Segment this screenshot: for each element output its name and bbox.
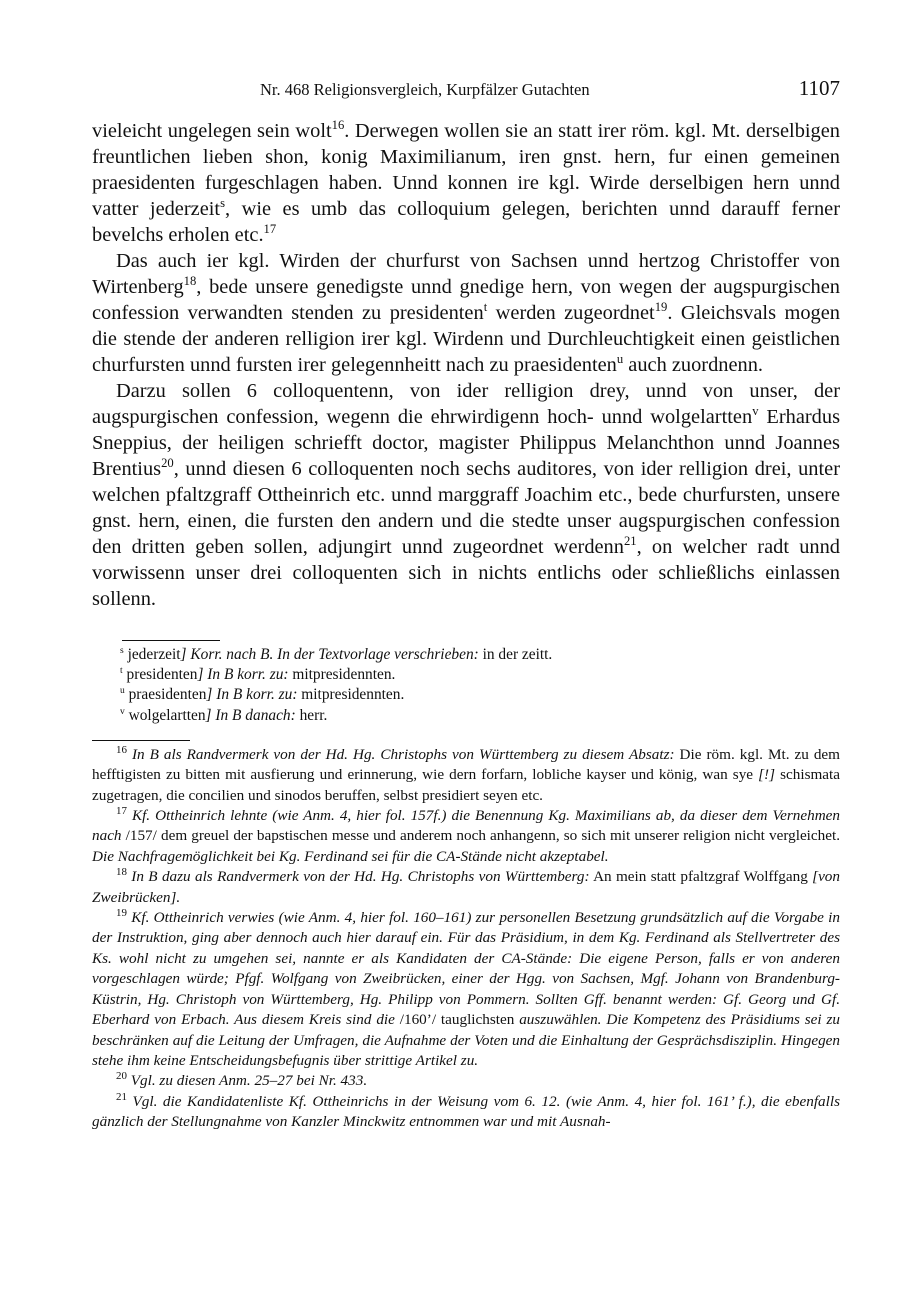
note-marker: v [120, 705, 125, 717]
text-run: presidenten [122, 666, 198, 684]
text-run: Die röm. kgl. Mt. zu dem hefftigisten zu bitten mit ausfierung und erinnerung, wie dern forfarn, lobliche kayser und könig, wan sye [92, 745, 840, 784]
note-marker: 20 [116, 1070, 127, 1083]
italic-text: In B als Randvermerk von der Hd. Hg. Christophs von Württemberg zu diesem Absatz: [126, 745, 675, 763]
text-run: , on welcher radt unnd vorwissenn unser drei colloquenten sich in nichts entlichs oder schließlichs einlassen sollenn. [92, 536, 840, 610]
note-marker: u [120, 685, 125, 697]
text-run: vieleicht ungelegen sein wolt [92, 120, 332, 142]
footnote [92, 745, 840, 806]
italic-text: [von Zweibrücken]. [92, 868, 840, 906]
paragraph [92, 248, 840, 378]
text-run: mitpresidennten. [288, 666, 396, 684]
footnote [92, 1071, 840, 1091]
text-run: Darzu sollen 6 colloquentenn, von ider relligion drey, unnd von unser, der augspurgischen confession, wegenn die ehrwirdigenn hoch- unnd wolgelartten [92, 380, 840, 428]
italic-text: Die Nachfragemöglichkeit bei Kg. Ferdinand sei für die CA-Stände nicht akzeptabel. [92, 847, 609, 865]
text-run: mitpresidennten. [297, 686, 405, 704]
italic-text: ] Korr. nach B. In der Textvorlage verschrieben: [180, 646, 479, 663]
footnote [92, 806, 840, 867]
note-marker: 16 [331, 118, 345, 133]
footnote [92, 867, 840, 908]
note-marker: 18 [116, 866, 127, 879]
text-run: auch zuordnenn. [623, 354, 764, 376]
text-run: , unnd diesen 6 colloquenten noch sechs auditores, von ider relligion drei, unter welchen pfaltzgraff Ottheinrich etc. unnd marggraff Joachim etc., bede churfursten, unsere gnst. hern, einen, die fursten den andern und die stedte unser augspurgischen confession den dritten geben sollen, adjungirt unnd zugeordnet werdenn [92, 458, 840, 558]
running-header [92, 76, 840, 102]
critical-apparatus [92, 645, 840, 726]
italic-text: ] In B korr. zu: [206, 686, 298, 704]
text-run: , wie es umb das colloquium gelegen, berichten unnd darauff ferner bevelchs erholen etc. [92, 198, 840, 246]
running-head-title: Nr. 468 Religionsvergleich, Kurpfälzer Gutachten [260, 80, 590, 99]
footnotes [92, 745, 840, 1133]
italic-text: ] In B danach: [205, 706, 296, 724]
note-marker: 20 [161, 456, 174, 471]
text-run: jederzeit [123, 646, 181, 663]
note-marker: 19 [116, 907, 127, 919]
text-run: An mein statt pfaltzgraf Wolffgang [589, 868, 813, 886]
text-run: herr. [295, 706, 328, 724]
text-run: . Derwegen wollen sie an statt irer röm. kgl. Mt. derselbigen freuntlichen lieben shon, konig Maximilianum, iren gnst. hern, fur einen gemeinen praesidenten furgeschlagen haben. Unnd konnen ire kgl. Wirde derselbigen hern unnd vatter jederzeit [92, 120, 840, 220]
apparatus-entry [92, 706, 840, 726]
text-run: . Gleichsvals mogen die stende der anderen relligion irer kgl. Wirdenn und Durchleuchtigkeit einen geistlichen churfursten unnd fursten irer gelegennheitt nach zu praesidenten [92, 302, 840, 376]
italic-text: Kf. Ottheinrich lehnte (wie Anm. 4, hier fol. 157f.) die Benennung Kg. Maximilians ab, da dieser dem Vernehmen nach [92, 807, 840, 845]
note-marker: u [616, 352, 624, 367]
italic-text: Kf. Ottheinrich verwies (wie Anm. 4, hier fol. 160–161) zur personellen Besetzung grundsätzlich auf die Vorgabe in der Instruktion, ging aber dennoch auch hier darauf ein. Für das Präsidium, in dem Kg. Ferdinand als Stellvertreter des Ks. wohl nicht zu umgehen sei, nannte er als Kandidaten der CA-Stände: Die eigene Person, falls er von anderen vorgeschlagen würde; Pfgf. Wolfgang von Zweibrücken, einer der Hgg. von Sachsen, Mgf. Johann von Brandenburg-Küstrin, Hg. Christoph von Württemberg, Hg. Philipp von Pommern. Sollten Gff. benannt werden: Gf. Georg und Gf. Eberhard von Erbach. Aus diesem Kreis sind die [92, 909, 840, 1029]
note-marker: 17 [263, 222, 277, 237]
text-run: wolgelartten [124, 706, 206, 724]
note-marker: s [120, 644, 124, 656]
italic-text: [!] [758, 766, 776, 784]
main-text [92, 118, 840, 612]
apparatus-entry [92, 645, 840, 665]
page-number: 1107 [798, 76, 840, 100]
text-run: Das auch ier kgl. Wirden der churfurst von Sachsen unnd hertzog Christoffer von Wirtenberg [92, 250, 840, 298]
text-run: schismata zugetragen, die concilien und sinodos beruffen, selbst presidiert seyen etc. [92, 766, 840, 804]
italic-text: In B dazu als Randvermerk von der Hd. Hg. Christophs von Württemberg: [126, 868, 590, 886]
italic-text: auszuwählen. Die Kompetenz des Präsidiums sei zu beschränken auf die Leitung der Umfragen, die Aufnahme der Voten und die Einhaltung der Gesprächsdisziplin. Hingegen stehe ihm keine Entscheidungsbefugnis über strittige Artikel zu. [92, 1011, 840, 1069]
note-marker: t [120, 665, 123, 677]
apparatus-entry [92, 665, 840, 685]
italic-text: Vgl. die Kandidatenliste Kf. Ottheinrichs in der Weisung vom 6. 12. (wie Anm. 4, hier fol. 161’ f.), die ebenfalls gänzlich der Stellungnahme von Kanzler Minckwitz entnommen war und mit Ausnah- [92, 1092, 840, 1131]
italic-text: ] In B korr. zu: [197, 666, 289, 684]
note-marker: t [483, 300, 488, 315]
text-run: in der zeitt. [478, 646, 553, 663]
italic-text: Vgl. zu diesen Anm. 25–27 bei Nr. 433. [126, 1072, 368, 1090]
text-run: /157/ dem greuel der bapstischen messe und anderem noch anhangenn, so sich mit unserer religion nicht vergleichet. [121, 827, 840, 845]
footnote [92, 908, 840, 1071]
apparatus-entry [92, 685, 840, 705]
note-marker: v [752, 404, 759, 419]
text-run: /160’/ tauglichsten [394, 1011, 520, 1029]
footnote [92, 1092, 840, 1133]
note-marker: 17 [116, 804, 127, 817]
text-run: werden zugeordnet [487, 302, 655, 324]
note-marker: 16 [116, 743, 127, 756]
paragraph [92, 118, 840, 248]
text-run: , bede unsere genedigste unnd gnedige hern, von wegen der augspurgischen confession verwandten stenden zu presidenten [92, 276, 840, 324]
text-run: praesidenten [124, 686, 207, 704]
paragraph [92, 378, 840, 612]
note-marker: 21 [116, 1090, 127, 1103]
note-marker: 19 [654, 300, 668, 315]
page [92, 76, 840, 1133]
apparatus-rule [122, 640, 220, 641]
note-marker: 21 [623, 534, 637, 549]
text-run: Erhardus Sneppius, der heiligen schriefft doctor, magister Philippus Melanchthon unnd Joannes Brentius [92, 406, 840, 480]
note-marker: 18 [183, 274, 197, 289]
footnote-rule [92, 740, 190, 741]
note-marker: s [220, 196, 226, 211]
